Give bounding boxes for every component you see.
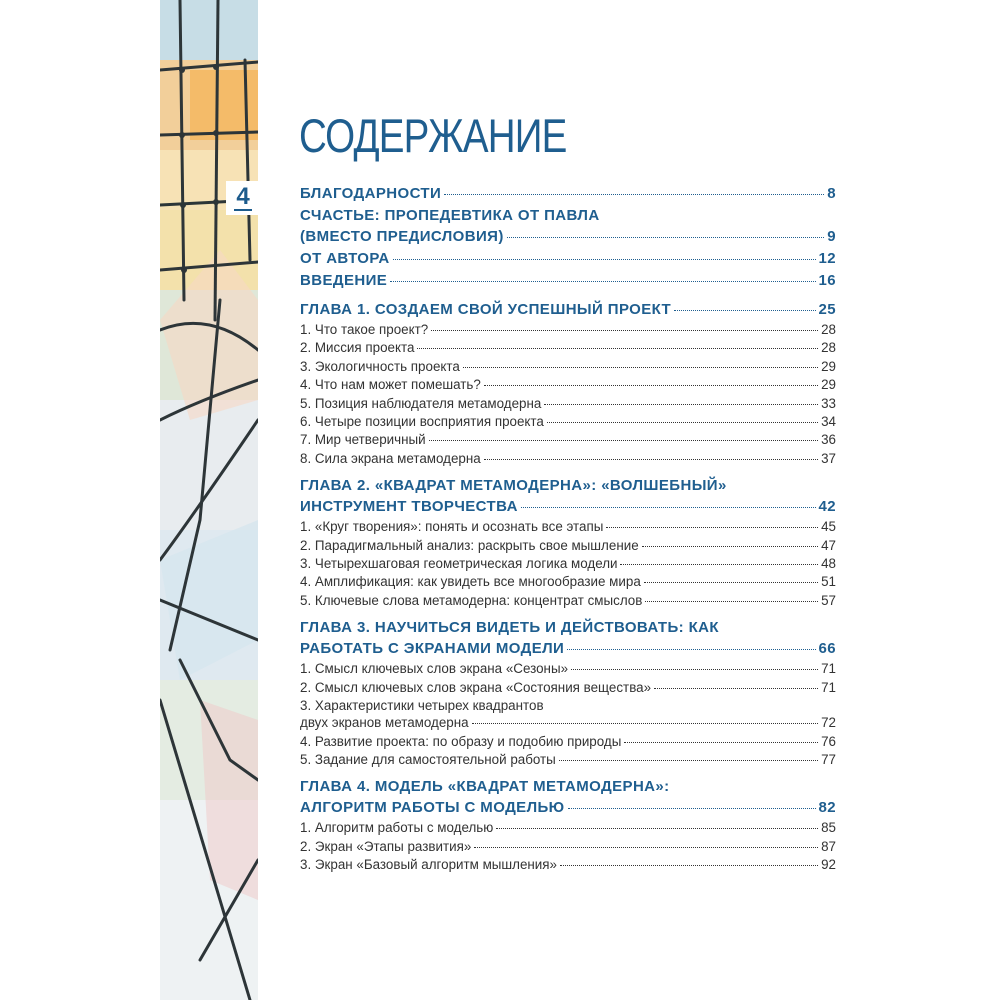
toc-entry-chapter-heading[interactable] [300, 776, 836, 819]
toc-entry-front-matter[interactable] [300, 183, 836, 205]
entry-text: 6. Четыре позиции восприятия проекта [300, 414, 544, 430]
dot-leader [390, 281, 815, 282]
entry-page-number: 29 [821, 377, 836, 393]
entry-page-number: 47 [821, 537, 836, 553]
toc-entry-chapter-heading[interactable] [300, 299, 836, 321]
dot-leader [560, 865, 818, 866]
dot-leader [507, 237, 825, 238]
entry-text: 1. Смысл ключевых слов экрана «Сезоны» [300, 661, 569, 677]
entry-page-number: 29 [821, 358, 836, 374]
entry-page-number: 28 [821, 322, 836, 337]
dot-leader [571, 669, 818, 670]
entry-text-line: ГЛАВА 4. МОДЕЛЬ «КВАДРАТ МЕТАМОДЕРНА»: [300, 778, 670, 796]
table-of-contents [300, 183, 836, 882]
page-number [226, 181, 260, 215]
dot-leader [654, 688, 818, 689]
entry-page-number: 51 [821, 574, 836, 590]
toc-entry-section[interactable] [300, 819, 836, 837]
entry-text: 3. Экологичность проекта [300, 358, 460, 374]
toc-entry-section[interactable] [300, 573, 836, 591]
toc-entry-chapter-heading[interactable] [300, 475, 836, 518]
entry-page-number: 57 [821, 592, 836, 608]
front-matter [300, 183, 836, 292]
entry-text: 3. Четырехшаговая геометрическая логика модели [300, 556, 618, 572]
toc-entry-section[interactable] [300, 592, 836, 610]
entry-text: 1. Алгоритм работы с моделью [300, 820, 494, 836]
toc-entry-section[interactable] [300, 339, 836, 357]
toc-entry-section[interactable] [300, 395, 836, 413]
chapter-2 [300, 475, 836, 610]
toc-entry-front-matter[interactable] [300, 270, 836, 292]
toc-entry-section[interactable] [300, 733, 836, 751]
entry-text-line: ГЛАВА 2. «КВАДРАТ МЕТАМОДЕРНА»: «ВОЛШЕБНЫЙ» [300, 477, 727, 495]
entry-page-number: 71 [821, 661, 836, 677]
entry-page-number: 45 [821, 519, 836, 535]
dot-leader [559, 760, 818, 761]
entry-text: ОТ АВТОРА [300, 250, 390, 267]
entry-text: РАБОТАТЬ С ЭКРАНАМИ МОДЕЛИ [300, 640, 565, 658]
entry-text: 4. Развитие проекта: по образу и подобию природы [300, 733, 622, 749]
entry-text: 2. Парадигмальный анализ: раскрыть свое мышление [300, 537, 639, 553]
toc-entry-section[interactable] [300, 376, 836, 394]
entry-text: (ВМЕСТО ПРЕДИСЛОВИЯ) [300, 228, 504, 245]
entry-page-number: 92 [821, 857, 836, 873]
entry-text: 4. Что нам может помешать? [300, 377, 481, 393]
entry-page-number: 9 [827, 228, 836, 245]
dot-leader [496, 828, 818, 829]
entry-page-number: 12 [818, 250, 836, 267]
dot-leader [624, 742, 818, 743]
toc-entry-section[interactable] [300, 555, 836, 573]
entry-text: 8. Сила экрана метамодерна [300, 450, 481, 466]
toc-entry-section[interactable] [300, 431, 836, 449]
dot-leader [417, 348, 818, 349]
entry-text: двух экранов метамодерна [300, 715, 469, 731]
dot-leader [620, 564, 818, 565]
toc-entry-section[interactable] [300, 413, 836, 431]
toc-entry-section[interactable] [300, 518, 836, 536]
toc-entry-section[interactable] [300, 358, 836, 376]
entry-text: ВВЕДЕНИЕ [300, 272, 388, 289]
dot-leader [484, 459, 818, 460]
dot-leader [431, 330, 818, 331]
toc-entry-section[interactable] [300, 321, 836, 339]
entry-page-number: 48 [821, 556, 836, 572]
entry-text: 3. Экран «Базовый алгоритм мышления» [300, 857, 557, 873]
entry-text: ГЛАВА 1. СОЗДАЕМ СВОЙ УСПЕШНЫЙ ПРОЕКТ [300, 301, 672, 318]
dot-leader [567, 649, 815, 650]
toc-entry-section[interactable] [300, 751, 836, 769]
dot-leader [474, 847, 818, 848]
toc-entry-section[interactable] [300, 856, 836, 874]
dot-leader [547, 422, 818, 423]
toc-entry-front-matter[interactable] [300, 248, 836, 270]
entry-page-number: 16 [818, 272, 836, 289]
entry-page-number: 37 [821, 450, 836, 466]
entry-text-line: 3. Характеристики четырех квадрантов [300, 698, 544, 714]
chapter-1 [300, 299, 836, 468]
entry-text: 5. Позиция наблюдателя метамодерна [300, 395, 542, 411]
entry-text: ИНСТРУМЕНТ ТВОРЧЕСТВА [300, 498, 518, 516]
entry-text: АЛГОРИТМ РАБОТЫ С МОДЕЛЬЮ [300, 799, 565, 817]
entry-page-number: 76 [821, 733, 836, 749]
toc-entry-front-matter[interactable] [300, 205, 836, 248]
entry-text: 2. Миссия проекта [300, 340, 415, 356]
dot-leader [393, 259, 816, 260]
dot-leader [544, 404, 818, 405]
entry-page-number: 42 [818, 498, 836, 516]
dot-leader [645, 601, 818, 602]
toc-entry-section[interactable] [300, 660, 836, 678]
chapter-3 [300, 617, 836, 769]
entry-text: 1. Что такое проект? [300, 322, 429, 337]
entry-page-number: 77 [821, 751, 836, 767]
entry-text: 2. Экран «Этапы развития» [300, 838, 472, 854]
entry-page-number: 72 [821, 715, 836, 731]
entry-page-number: 34 [821, 414, 836, 430]
dot-leader [642, 546, 818, 547]
page-title: СОДЕРЖАНИЕ [299, 109, 567, 162]
entry-text-line: СЧАСТЬЕ: ПРОПЕДЕВТИКА ОТ ПАВЛА [300, 207, 600, 224]
entry-text: 1. «Круг творения»: понять и осознать все этапы [300, 519, 604, 535]
entry-text: 7. Мир четверичный [300, 432, 426, 448]
toc-entry-section[interactable] [300, 450, 836, 468]
entry-page-number: 28 [821, 340, 836, 356]
dot-leader [472, 723, 819, 724]
entry-text: 5. Задание для самостоятельной работы [300, 751, 556, 767]
toc-entry-section[interactable] [300, 537, 836, 555]
entry-page-number: 25 [818, 301, 836, 318]
dot-leader [568, 808, 816, 809]
toc-entry-section[interactable] [300, 679, 836, 697]
abstract-drawing [160, 0, 258, 1000]
page-number-text: 4 [236, 183, 250, 210]
toc-entry-chapter-heading[interactable] [300, 617, 836, 660]
dot-leader [463, 367, 818, 368]
dot-leader [606, 527, 818, 528]
dot-leader [644, 582, 818, 583]
entry-page-number: 82 [818, 799, 836, 817]
entry-text: 5. Ключевые слова метамодерна: концентрат смыслов [300, 592, 643, 608]
entry-text: 4. Амплификация: как увидеть все многообразие мира [300, 574, 641, 590]
dot-leader [429, 440, 818, 441]
dot-leader [444, 194, 824, 195]
entry-page-number: 87 [821, 838, 836, 854]
decorative-illustration-strip [160, 0, 258, 1000]
dot-leader [521, 507, 816, 508]
entry-page-number: 8 [827, 185, 836, 202]
dot-leader [674, 310, 815, 311]
entry-page-number: 33 [821, 395, 836, 411]
chapter-4 [300, 776, 836, 874]
entry-text-line: ГЛАВА 3. НАУЧИТЬСЯ ВИДЕТЬ И ДЕЙСТВОВАТЬ: КАК [300, 619, 719, 637]
entry-page-number: 36 [821, 432, 836, 448]
entry-page-number: 66 [818, 640, 836, 658]
dot-leader [484, 385, 818, 386]
entry-text: 2. Смысл ключевых слов экрана «Состояния вещества» [300, 679, 652, 695]
entry-page-number: 71 [821, 679, 836, 695]
toc-entry-section[interactable] [300, 838, 836, 856]
entry-page-number: 85 [821, 820, 836, 836]
toc-entry-section[interactable] [300, 697, 836, 732]
entry-text: БЛАГОДАРНОСТИ [300, 185, 442, 202]
